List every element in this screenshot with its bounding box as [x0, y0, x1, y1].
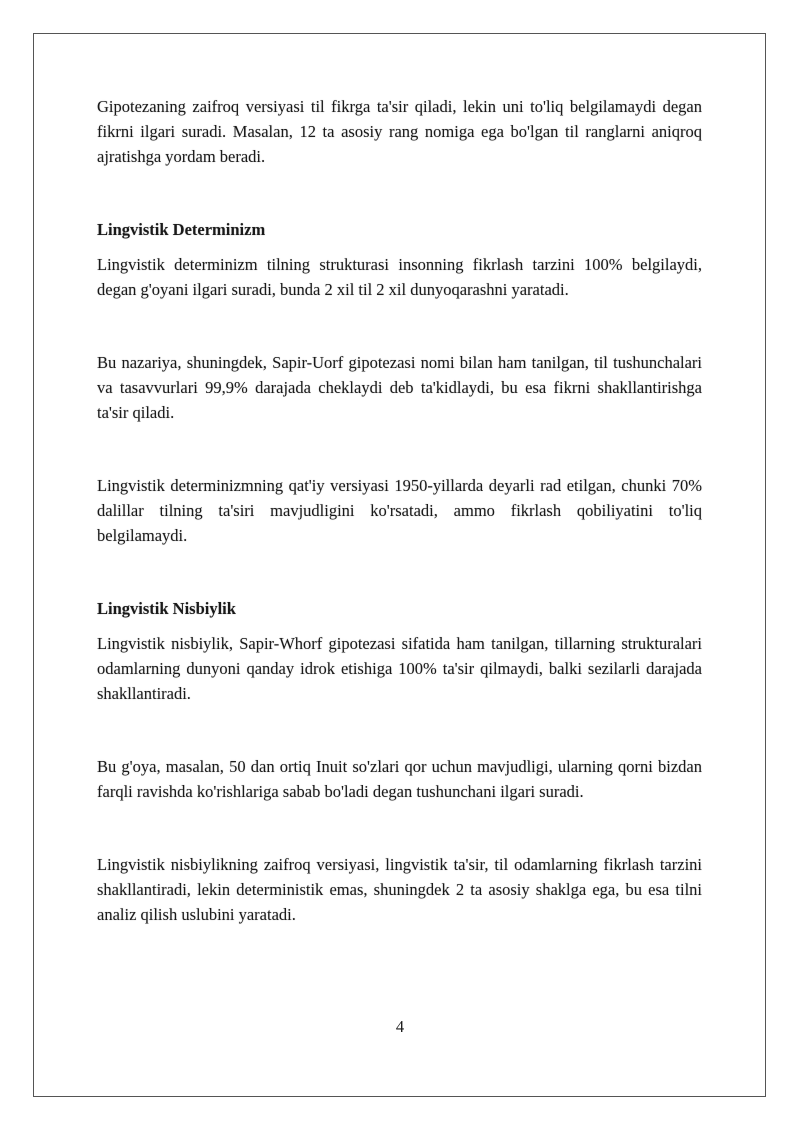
heading-lingvistik-determinizm: Lingvistik Determinizm	[97, 220, 266, 239]
paragraph-intro: Gipotezaning zaifroq versiyasi til fikrga ta'sir qiladi, lekin uni to'liq belgilamaydi degan fikrni ilgari suradi. Masalan, 12 ta asosiy rang nomiga ega bo'lgan til ranglarni aniqroq ajratishga yordam beradi.	[97, 97, 702, 166]
document-body	[97, 94, 702, 927]
heading-lingvistik-nisbiylik: Lingvistik Nisbiylik	[97, 599, 236, 618]
paragraph-determinizm-2: Bu nazariya, shuningdek, Sapir-Uorf gipotezasi nomi bilan ham tanilgan, til tushunchalari va tasavvurlari 99,9% darajada cheklaydi deb ta'kidlaydi, bu esa fikrni shakllantirishga ta'sir qiladi.	[97, 353, 702, 422]
paragraph-nisbiylik-3: Lingvistik nisbiylikning zaifroq versiyasi, lingvistik ta'sir, til odamlarning fikrlash tarzini shakllantiradi, lekin deterministik emas, shuningdek 2 ta asosiy shaklga ega, bu esa tilni analiz qilish uslubini yaratadi.	[97, 855, 702, 924]
paragraph-nisbiylik-2: Bu g'oya, masalan, 50 dan ortiq Inuit so'zlari qor uchun mavjudligi, ularning qorni bizdan farqli ravishda ko'rishlariga sabab bo'ladi degan tushunchani ilgari suradi.	[97, 757, 702, 801]
paragraph-nisbiylik-1: Lingvistik nisbiylik, Sapir-Whorf gipotezasi sifatida ham tanilgan, tillarning strukturalari odamlarning dunyoni qanday idrok etishiga 100% ta'sir qilmaydi, balki sezilarli darajada shakllantiradi.	[97, 634, 702, 703]
paragraph-determinizm-3: Lingvistik determinizmning qat'iy versiyasi 1950-yillarda deyarli rad etilgan, chunki 70% dalillar tilning ta'siri mavjudligini ko'rsatadi, ammo fikrlash qobiliyatini to'liq belgilamaydi.	[97, 476, 702, 545]
page-number: 4	[395, 1017, 405, 1036]
paragraph-determinizm-1: Lingvistik determinizm tilning strukturasi insonning fikrlash tarzini 100% belgilaydi, degan g'oyani ilgari suradi, bunda 2 xil til 2 xil dunyoqarashni yaratadi.	[97, 255, 702, 299]
